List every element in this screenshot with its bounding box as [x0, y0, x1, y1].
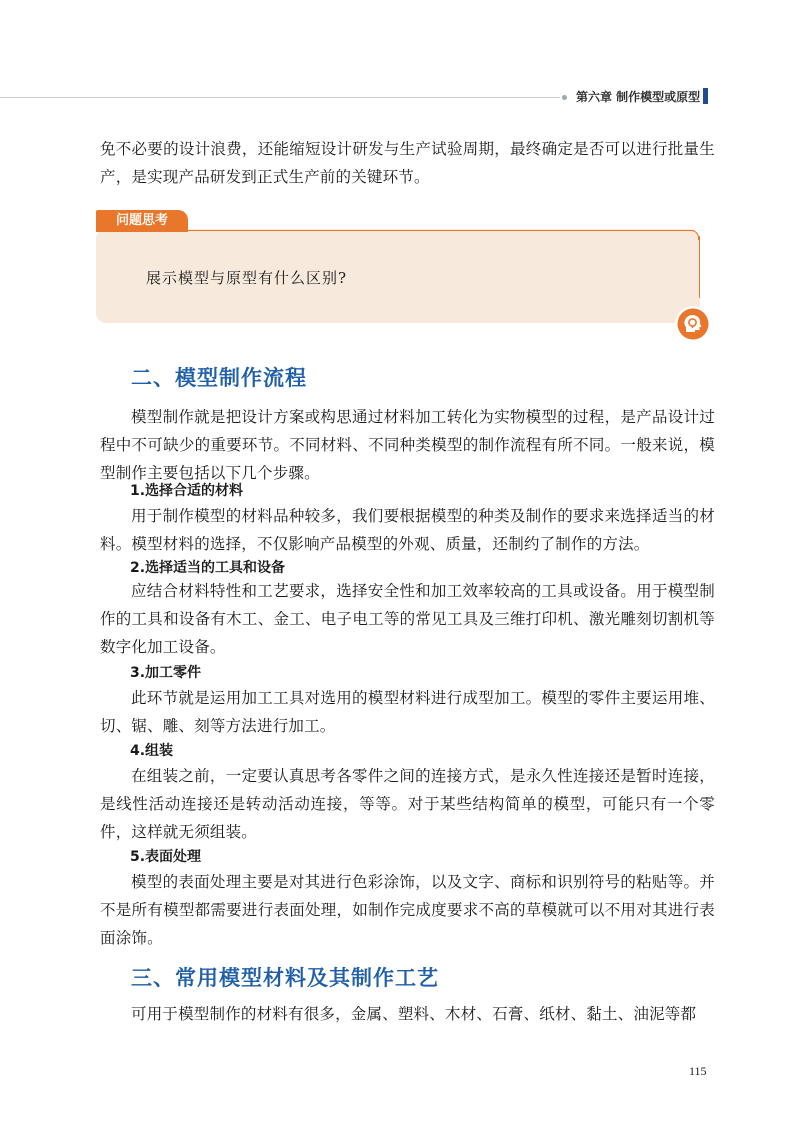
page-number: 115	[689, 1064, 707, 1078]
step-body: 在组装之前，一定要认真思考各零件之间的连接方式，是永久性连接还是暂时连接，是线性活动连接还是转动活动连接，等等。对于某些结构简单的模型，可能只有一个零件，这样就无须组装。	[100, 767, 715, 841]
step-body: 此环节就是运用加工工具对选用的模型材料进行成型加工。模型的零件主要运用堆、切、锯、雕、刻等方法进行加工。	[100, 689, 715, 735]
header-rule	[0, 97, 560, 98]
step-body: 模型的表面处理主要是对其进行色彩涂饰，以及文字、商标和识别符号的粘贴等。并不是所有模型都需要进行表面处理，如制作完成度要求不高的草模就可以不用对其进行表面涂饰。	[100, 873, 715, 947]
question-box-border-right	[699, 236, 700, 298]
section-title-materials: 三、常用模型材料及其制作工艺	[131, 966, 439, 990]
step-title: 4.组装	[130, 743, 174, 759]
question-box-border-top	[188, 230, 694, 231]
header-dot	[562, 95, 567, 100]
section-process-intro: 模型制作就是把设计方案或构思通过材料加工转化为实物模型的过程，是产品设计过程中不可缺少的重要环节。不同材料、不同种类模型的制作流程有所不同。一般来说，模型制作主要包括以下几个步骤。	[100, 408, 715, 482]
section-title-process: 二、模型制作流程	[131, 366, 307, 390]
chapter-label: 第六章 制作模型或原型	[576, 90, 701, 104]
step-title: 2.选择适当的工具和设备	[130, 560, 286, 576]
chapter-marker-bar	[703, 88, 708, 104]
intro-paragraph: 免不必要的设计浪费，还能缩短设计研发与生产试验周期，最终确定是否可以进行批量生产，是实现产品研发到正式生产前的关键环节。	[100, 140, 715, 186]
step-body: 应结合材料特性和工艺要求，选择安全性和加工效率较高的工具或设备。用于模型制作的工具和设备有木工、金工、电子电工等的常见工具及三维打印机、激光雕刻切割机等数字化加工设备。	[100, 582, 715, 656]
step-title: 3.加工零件	[130, 665, 202, 681]
question-tag: 问题思考	[96, 210, 188, 232]
step-title: 5.表面处理	[130, 849, 202, 865]
section-materials-intro: 可用于模型制作的材料有很多，金属、塑料、木材、石膏、纸材、黏土、油泥等都	[131, 1005, 697, 1023]
question-text: 展示模型与原型有什么区别?	[146, 269, 348, 287]
head-lightbulb-icon	[674, 305, 712, 343]
step-body: 用于制作模型的材料品种较多，我们要根据模型的种类及制作的要求来选择适当的材料。模型材料的选择，不仅影响产品模型的外观、质量，还制约了制作的方法。	[100, 507, 715, 553]
step-title: 1.选择合适的材料	[130, 483, 244, 499]
